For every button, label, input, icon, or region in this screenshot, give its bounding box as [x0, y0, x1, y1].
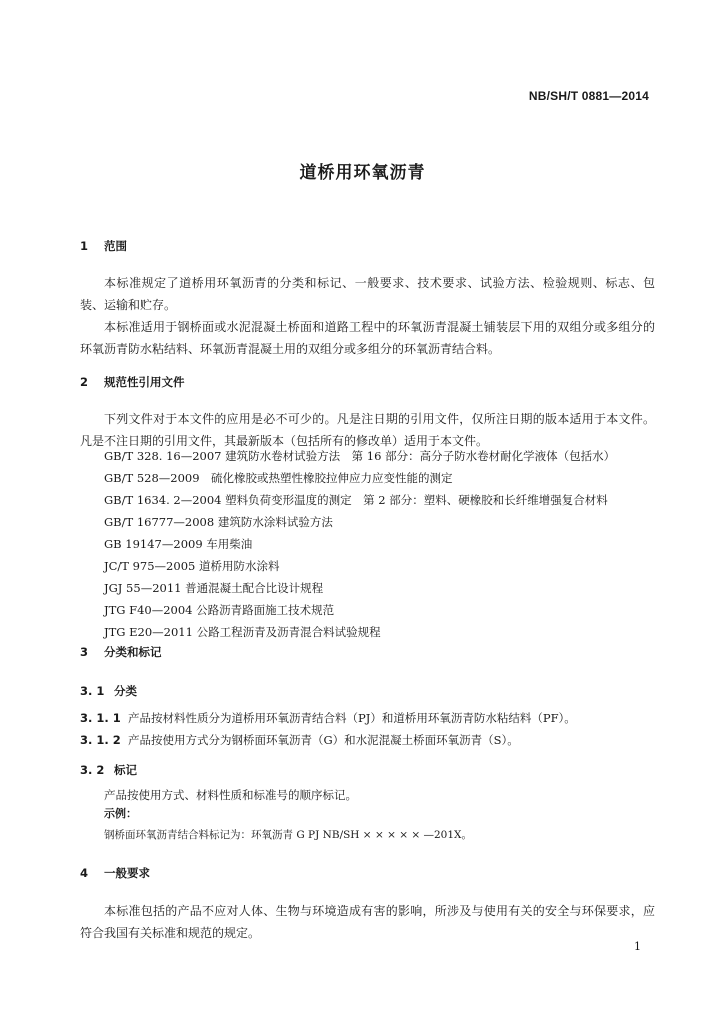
section-number: 1: [80, 239, 89, 253]
normative-reference-list: [104, 445, 664, 643]
document-title: 道桥用环氧沥青: [299, 163, 426, 183]
section-title: 分类和标记: [104, 645, 162, 659]
section-4-paragraph-1: 本标准包括的产品不应对人体、生物与环境造成有害的影响，所涉及与使用有关的安全与环保要求，应符合我国有关标准和规范的规定。: [80, 904, 655, 940]
example-label: 示例：: [104, 807, 137, 820]
section-2-heading: [80, 374, 185, 390]
section-title: 标记: [114, 763, 137, 777]
clause-number: 3. 1. 2: [80, 733, 121, 747]
page-number: 1: [634, 940, 641, 953]
section-1-paragraph-1: 本标准规定了道桥用环氧沥青的分类和标记、一般要求、技术要求、试验方法、检验规则、标志、包装、运输和贮存。: [80, 276, 655, 312]
section-number: 3. 1: [80, 684, 105, 698]
standard-code: NB/SH/T 0881—2014: [528, 89, 649, 103]
section-number: 2: [80, 375, 89, 389]
reference-item: GB/T 16777—2008 建筑防水涂料试验方法: [104, 515, 333, 529]
reference-item: GB/T 328. 16—2007 建筑防水卷材试验方法 第 16 部分：高分子防水卷材耐化学液体（包括水）: [104, 449, 616, 463]
section-3-1-heading: [80, 683, 137, 699]
section-title: 分类: [114, 684, 137, 698]
reference-item: JTG F40—2004 公路沥青路面施工技术规范: [104, 603, 335, 617]
reference-item: GB 19147—2009 车用柴油: [104, 537, 253, 551]
section-title: 一般要求: [104, 866, 150, 880]
section-title: 规范性引用文件: [104, 375, 185, 389]
section-1-paragraph-2: 本标准适用于钢桥面或水泥混凝土桥面和道路工程中的环氧沥青混凝土铺装层下用的双组分或多组分的环氧沥青防水粘结料、环氧沥青混凝土用的双组分或多组分的环氧沥青结合料。: [80, 320, 655, 356]
section-title: 范围: [104, 239, 127, 253]
reference-item: JC/T 975—2005 道桥用防水涂料: [104, 559, 280, 573]
clause-text: 产品按使用方式分为钢桥面环氧沥青（G）和水泥混凝土桥面环氧沥青（S）。: [128, 733, 519, 747]
reference-item: GB/T 528—2009 硫化橡胶或热塑性橡胶拉伸应力应变性能的测定: [104, 471, 453, 485]
clause-number: 3. 1. 1: [80, 711, 121, 725]
section-3-2-heading: [80, 762, 137, 778]
section-4-heading: [80, 865, 150, 881]
clause-3-1-1: [80, 710, 576, 726]
section-3-heading: [80, 644, 162, 660]
clause-text: 产品按材料性质分为道桥用环氧沥青结合料（PJ）和道桥用环氧沥青防水粘结料（PF）。: [128, 711, 576, 725]
section-2-paragraph-1: 下列文件对于本文件的应用是必不可少的。凡是注日期的引用文件，仅所注日期的版本适用于本文件。凡是不注日期的引用文件，其最新版本（包括所有的修改单）适用于本文件。: [80, 412, 655, 448]
reference-item: GB/T 1634. 2—2004 塑料负荷变形温度的测定 第 2 部分：塑料、硬橡胶和长纤维增强复合材料: [104, 493, 608, 507]
clause-3-1-2: [80, 732, 519, 748]
section-number: 3. 2: [80, 763, 105, 777]
example-text: 钢桥面环氧沥青结合料标记为：环氧沥青 G PJ NB/SH × × × × × —201X。: [104, 829, 472, 841]
reference-item: JGJ 55—2011 普通混凝土配合比设计规程: [104, 581, 324, 595]
section-3-2-paragraph: 产品按使用方式、材料性质和标准号的顺序标记。: [104, 788, 357, 802]
reference-item: JTG E20—2011 公路工程沥青及沥青混合料试验规程: [104, 625, 381, 639]
section-number: 4: [80, 866, 89, 880]
section-1-heading: [80, 238, 127, 254]
section-number: 3: [80, 645, 89, 659]
